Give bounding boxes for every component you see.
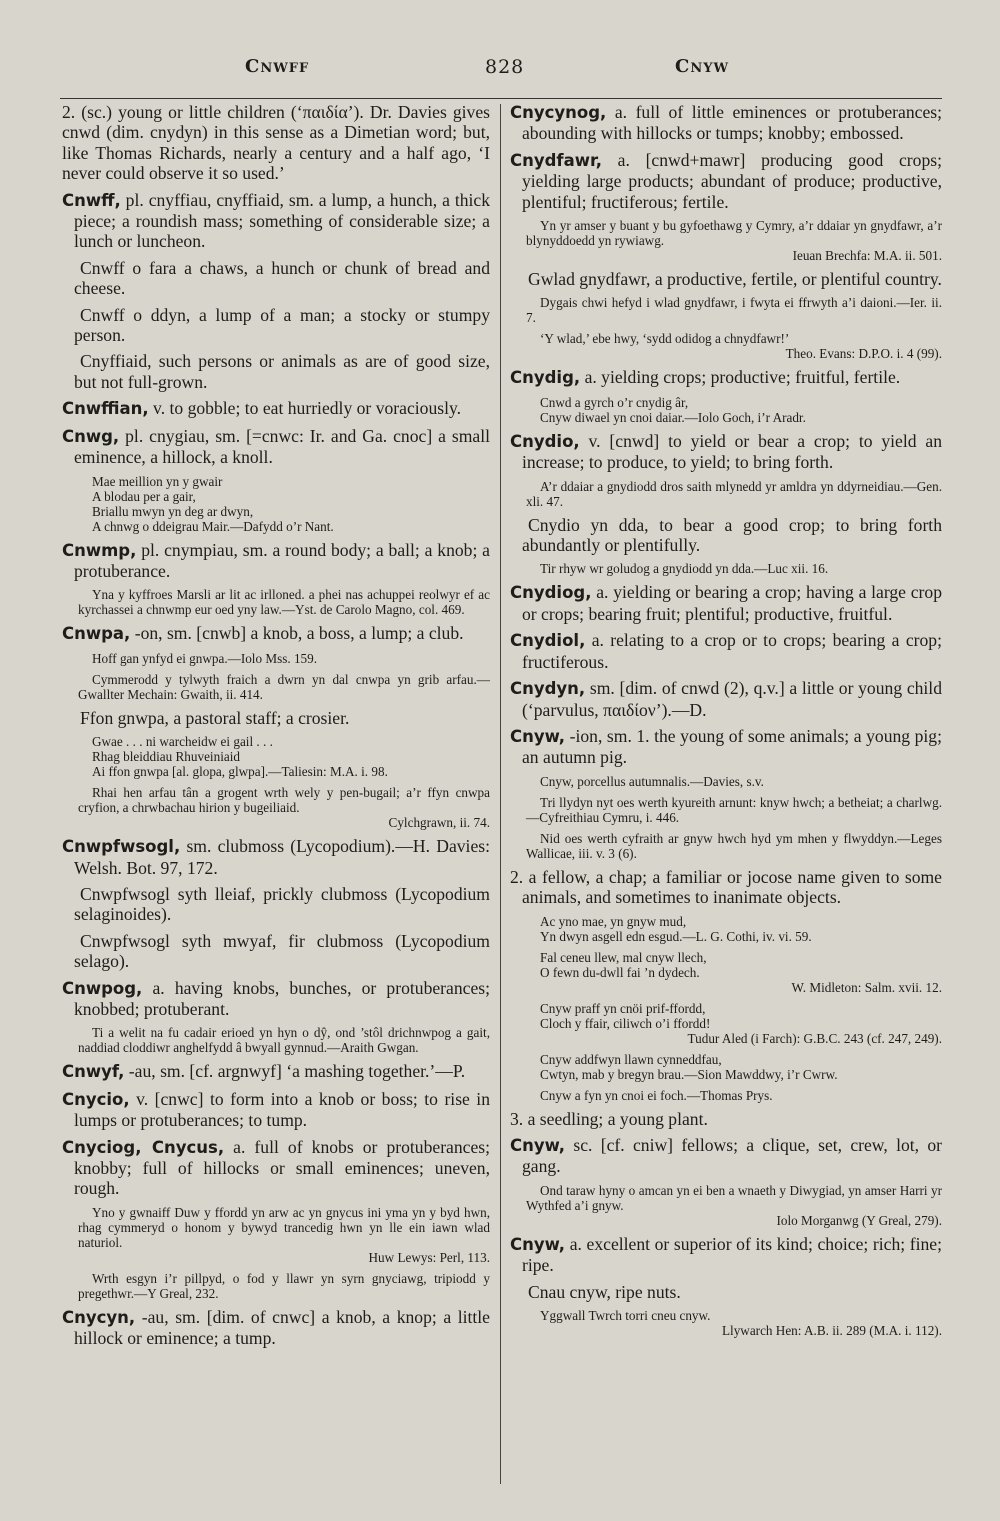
quote-line: Cwtyn, mab y bregyn brau.—Sion Mawddwy, i’r Cwrw. bbox=[540, 1066, 838, 1082]
quote-text: A’r ddaiar a gnydiodd dros saith mlynedd yr amldra yn ddyrneidiau.—Gen. xli. 47. bbox=[526, 478, 942, 509]
dictionary-entry bbox=[62, 836, 490, 878]
quote-text: Nid oes werth cyfraith ar gnyw hwch hyd ym mhen y flwyddyn.—Leges Wallicae, iii. v. 3 (6). bbox=[526, 830, 942, 861]
citation-quote bbox=[62, 1025, 490, 1055]
headword: Cnwg, bbox=[62, 426, 120, 446]
sub-entry: Cnwff o ddyn, a lump of a man; a stocky or stumpy person. bbox=[74, 304, 490, 346]
headword: Cnwff, bbox=[62, 190, 121, 210]
dictionary-entry bbox=[62, 1137, 490, 1199]
entry-definition: v. [cnwc] to form into a knob or boss; to rise in lumps or protuberances; to tump. bbox=[74, 1088, 490, 1131]
dictionary-entry bbox=[510, 431, 942, 473]
quote-source: Iolo Morganwg (Y Greal, 279). bbox=[776, 1212, 942, 1228]
quote-text: Yna y kyffroes Marsli ar lit ac irlloned. a phei nas achuppei reolwyr ef ac kyrchassei a chnwmp eur oed yny law.—Yst. de Carolo Magno, col. 469. bbox=[78, 587, 490, 618]
headword: Cnwyf, bbox=[62, 1062, 125, 1082]
quote-text: Cymmerodd y tylwyth fraich a dwrn yn dal cnwpa yn grib arfau.—Gwallter Mechain: Gwaith, ii. 414. bbox=[78, 671, 490, 702]
sub-entry: Cnydio yn dda, to bear a good crop; to bring forth abundantly or plentifully. bbox=[522, 514, 942, 556]
quote-text: Tir rhyw wr goludog a gnydiodd yn dda.—Luc xii. 16. bbox=[540, 561, 829, 577]
headword: Cnyciog, Cnycus, bbox=[62, 1137, 225, 1157]
entry-definition: a. [cnwd+mawr] producing good crops; yielding large products; abundant of produce; productive, plentiful; fructiferous; fertile. bbox=[522, 149, 942, 212]
headword: Cnwpa, bbox=[62, 624, 131, 644]
citation-quote bbox=[510, 331, 942, 361]
dictionary-entry bbox=[510, 867, 942, 908]
dictionary-entry bbox=[510, 582, 942, 624]
quote-text: Rhai hen arfau tân a grogent wrth wely y pen-bugail; a’r ffyn cnwpa cryfion, a chrwbachau hirion y bugeiliaid. bbox=[78, 785, 490, 816]
dictionary-entry bbox=[510, 1234, 942, 1276]
citation-quote bbox=[510, 831, 942, 861]
quote-line: Ai ffon gnwpa [al. glopa, glwpa].—Taliesin: M.A. i. 98. bbox=[92, 764, 388, 780]
dictionary-entry bbox=[62, 190, 490, 252]
page-number: 828 bbox=[485, 56, 525, 78]
quote-line: Yggwall Twrch torri cneu cnyw. bbox=[540, 1307, 711, 1323]
dictionary-entry bbox=[62, 978, 490, 1020]
entry-definition: -ion, sm. 1. the young of some animals; a young pig; an autumn pig. bbox=[522, 725, 942, 768]
entry-definition: sc. [cf. cniw] fellows; a clique, set, crew, lot, or gang. bbox=[522, 1134, 942, 1177]
headword: Cnyw, bbox=[510, 726, 566, 746]
running-header bbox=[60, 56, 940, 86]
dictionary-entry bbox=[62, 1307, 490, 1349]
quote-text: Yno y gwnaiff Duw y ffordd yn arw ac yn gnycus ini yma yn y byd hwn, rhag cymmeryd o honom y bywyd trancedig hwn yn lle ein iawn wlad naturiol. bbox=[78, 1204, 490, 1250]
quote-line: Yn dwyn asgell edn esgud.—L. G. Cothi, iv. vi. 59. bbox=[540, 928, 812, 944]
citation-quote bbox=[62, 474, 490, 534]
quote-source: Theo. Evans: D.P.O. i. 4 (99). bbox=[785, 346, 942, 362]
citation-quote bbox=[510, 914, 942, 944]
entry-definition: v. [cnwd] to yield or bear a crop; to yield an increase; to produce, to yield; to bring forth. bbox=[522, 430, 942, 473]
headword: Cnydiog, bbox=[510, 583, 592, 603]
quote-source: Llywarch Hen: A.B. ii. 289 (M.A. i. 112). bbox=[721, 1322, 942, 1338]
headword: Cnwpfwsogl, bbox=[62, 837, 181, 857]
entry-definition: pl. cnygiau, sm. [=cnwc: Ir. and Ga. cnoc] a small eminence, a hillock, a knoll. bbox=[74, 425, 490, 468]
citation-quote bbox=[510, 1183, 942, 1228]
quote-text: Tri llydyn nyt oes werth kyureith arnunt: knyw hwch; a betheiat; a charlwg.—Cyfreithiau Cymru, i. 446. bbox=[526, 794, 942, 825]
quote-text: ‘Y wlad,’ ebe hwy, ‘sydd odidog a chnydfawr!’ bbox=[540, 331, 790, 347]
sub-entry: Ffon gnwpa, a pastoral staff; a crosier. bbox=[80, 707, 350, 728]
header-rule bbox=[60, 98, 942, 99]
quote-text: Dygais chwi hefyd i wlad gnydfawr, i fwyta ei ffrwyth a’i daioni.—Ier. ii. 7. bbox=[526, 295, 942, 326]
quote-line: Fal ceneu llew, mal cnyw llech, bbox=[540, 949, 707, 965]
quote-line: Rhag bleiddiau Rhuveiniaid bbox=[92, 749, 240, 765]
entry-definition: -au, sm. [cf. argnwyf] ‘a mashing together.’—P. bbox=[124, 1061, 466, 1082]
citation-quote bbox=[510, 795, 942, 825]
headword: Cnyw, bbox=[510, 1234, 566, 1254]
quote-line: Cnwd a gyrch o’r cnydig âr, bbox=[540, 394, 689, 410]
sub-entry: Cnwpfwsogl syth lleiaf, prickly clubmoss (Lycopodium selaginoides). bbox=[74, 883, 490, 925]
headword: Cnydig, bbox=[510, 368, 581, 388]
sub-entry: Cnyffiaid, such persons or animals as are of good size, but not full-grown. bbox=[74, 351, 490, 392]
citation-quote bbox=[510, 218, 942, 263]
entry-definition: 3. a seedling; a young plant. bbox=[510, 1108, 708, 1129]
header-left-guideword: Cnwff bbox=[245, 56, 310, 77]
quote-text: Wrth esgyn i’r pillpyd, o fod y llawr yn syrn gnyciawg, tripiodd y pregethwr.—Y Greal, 232. bbox=[78, 1270, 490, 1301]
citation-quote bbox=[510, 774, 942, 789]
sub-entry: Cnwff o fara a chaws, a hunch or chunk of bread and cheese. bbox=[74, 257, 490, 299]
dictionary-entry bbox=[510, 1135, 942, 1177]
headword: Cnycynog, bbox=[510, 103, 607, 122]
quote-source: Tudur Aled (i Farch): G.B.C. 243 (cf. 247, 249). bbox=[687, 1030, 942, 1046]
headword: Cnwmp, bbox=[62, 540, 137, 560]
quote-source: Ieuan Brechfa: M.A. ii. 501. bbox=[792, 248, 942, 264]
dictionary-entry bbox=[510, 1109, 942, 1129]
dictionary-entry bbox=[62, 102, 490, 184]
citation-quote bbox=[510, 1308, 942, 1338]
entry-definition: a. full of little eminences or protuberances; abounding with hillocks or tumps; knobby; embossed. bbox=[522, 102, 942, 144]
dictionary-entry bbox=[510, 102, 942, 144]
entry-definition: sm. clubmoss (Lycopodium).—H. Davies: Welsh. Bot. 97, 172. bbox=[74, 836, 490, 878]
headword: Cnycyn, bbox=[62, 1307, 136, 1327]
quote-text: Ti a welit na fu cadair erioed yn hyn o dŷ, ond ’stôl drichnwpog a gait, naddiad cloddiwr anghelfydd â bwyall gynnud.—Araith Gwgan. bbox=[78, 1025, 490, 1056]
citation-quote bbox=[510, 1088, 942, 1103]
quote-source: Cylchgrawn, ii. 74. bbox=[388, 815, 490, 831]
quote-text: Cnyw a fyn yn cnoi ei foch.—Thomas Prys. bbox=[540, 1087, 773, 1103]
headword: Cnydyn, bbox=[510, 679, 586, 699]
header-right-guideword: Cnyw bbox=[675, 56, 730, 77]
entry-definition: 2. (sc.) young or little children (‘παιδία’). Dr. Davies gives cnwd (dim. cnydyn) in this sense as a Dimetian word; but, like Thomas Richards, nearly a century and a half ago, ‘I never could observe it so used.’ bbox=[62, 102, 490, 184]
quote-line: Cnyw addfwyn llawn cynneddfau, bbox=[540, 1051, 722, 1067]
headword: Cnyw, bbox=[510, 1135, 566, 1155]
citation-quote bbox=[510, 1052, 942, 1082]
dictionary-entry bbox=[510, 678, 942, 720]
headword: Cnydiol, bbox=[510, 631, 586, 651]
entry-definition: v. to gobble; to eat hurriedly or voraciously. bbox=[148, 398, 462, 419]
headword: Cnydfawr, bbox=[510, 150, 602, 170]
entry-definition: 2. a fellow, a chap; a familiar or jocose name given to some animals, and sometimes to inanimate objects. bbox=[510, 866, 942, 908]
entry-definition: -on, sm. [cnwb] a knob, a boss, a lump; a club. bbox=[130, 623, 464, 644]
quote-line: Cloch y ffair, ciliwch o’i ffordd! bbox=[540, 1015, 711, 1031]
headword: Cnycio, bbox=[62, 1089, 130, 1109]
quote-line: A blodau per a gair, bbox=[92, 488, 196, 504]
citation-quote bbox=[510, 1001, 942, 1046]
dictionary-entry bbox=[62, 1061, 490, 1082]
quote-line: Mae meillion yn y gwair bbox=[92, 473, 223, 489]
dictionary-entry bbox=[62, 398, 490, 419]
entry-definition: -au, sm. [dim. of cnwc] a knob, a knop; a little hillock or eminence; a tump. bbox=[74, 1306, 490, 1349]
entry-definition: a. yielding or bearing a crop; having a large crop or crops; bearing fruit; plentiful; productive, fruitful. bbox=[522, 582, 942, 624]
quote-line: A chnwg o ddeigrau Mair.—Dafydd o’r Nant. bbox=[92, 518, 334, 534]
citation-quote bbox=[510, 561, 942, 576]
entry-definition: a. relating to a crop or to crops; bearing a crop; fructiferous. bbox=[522, 630, 942, 672]
citation-quote bbox=[62, 1205, 490, 1265]
entry-definition: a. having knobs, bunches, or protuberances; knobbed; protuberant. bbox=[74, 977, 490, 1019]
headword: Cnwffian, bbox=[62, 399, 149, 419]
sub-entry: Gwlad gnydfawr, a productive, fertile, or plentiful country. bbox=[528, 269, 942, 290]
dictionary-entry bbox=[510, 367, 942, 388]
quote-line: Cnyw diwael yn cnoi daiar.—Iolo Goch, i’r Aradr. bbox=[540, 409, 806, 425]
entry-definition: sm. [dim. of cnwd (2), q.v.] a little or young child (‘parvulus, παιδίον’).—D. bbox=[522, 678, 942, 720]
sub-entry: Cnwpfwsogl syth mwyaf, fir clubmoss (Lycopodium selago). bbox=[74, 930, 490, 972]
quote-line: Cnyw praff yn cnöi prif-ffordd, bbox=[540, 1000, 706, 1016]
entry-definition: a. full of knobs or protuberances; knobby; full of hillocks or small eminences; uneven, rough. bbox=[74, 1136, 491, 1199]
dictionary-entry bbox=[62, 540, 490, 582]
citation-quote bbox=[62, 587, 490, 617]
citation-quote bbox=[510, 395, 942, 425]
citation-quote bbox=[62, 734, 490, 779]
entry-definition: pl. cnympiau, sm. a round body; a ball; a knob; a protuberance. bbox=[74, 539, 490, 581]
sub-entry: Cnau cnyw, ripe nuts. bbox=[528, 1281, 681, 1302]
dictionary-entry bbox=[510, 150, 942, 212]
headword: Cnwpog, bbox=[62, 978, 143, 998]
entry-definition: pl. cnyffiau, cnyffiaid, sm. a lump, a hunch, a thick piece; a roundish mass; something of considerable size; a lunch or luncheon. bbox=[74, 189, 490, 252]
citation-quote bbox=[62, 1271, 490, 1301]
dictionary-entry bbox=[510, 630, 942, 672]
quote-text: Yn yr amser y buant y bu gyfoethawg y Cymry, a’r ddaiar yn gnydfawr, a’r blynyddoedd yn rywiawg. bbox=[526, 218, 942, 249]
quote-text: Hoff gan ynfyd ei gnwpa.—Iolo Mss. 159. bbox=[92, 650, 318, 666]
citation-quote bbox=[510, 295, 942, 325]
dictionary-entry bbox=[510, 726, 942, 768]
citation-quote bbox=[510, 950, 942, 995]
quote-source: W. Midleton: Salm. xvii. 12. bbox=[791, 979, 942, 995]
quote-source: Huw Lewys: Perl, 113. bbox=[368, 1249, 490, 1265]
quote-line: Gwae . . . ni warcheidw ei gail . . . bbox=[92, 734, 273, 750]
column-divider bbox=[500, 104, 501, 1484]
quote-text: Ond taraw hyny o amcan yn ei ben a wnaeth y Diwygiad, yn amser Harri yr Wythfed a’i gnyw. bbox=[526, 1182, 942, 1213]
quote-line: O fewn du-dwll fai ’n dydech. bbox=[540, 964, 700, 980]
citation-quote bbox=[62, 651, 490, 666]
quote-text: Cnyw, porcellus autumnalis.—Davies, s.v. bbox=[540, 773, 764, 789]
dictionary-entry bbox=[62, 623, 490, 644]
entry-definition: a. yielding crops; productive; fruitful, fertile. bbox=[580, 367, 901, 388]
citation-quote bbox=[62, 785, 490, 830]
citation-quote bbox=[62, 672, 490, 702]
dictionary-entry bbox=[62, 1089, 490, 1131]
quote-line: Briallu mwyn yn deg ar dwyn, bbox=[92, 503, 254, 519]
left-column bbox=[62, 102, 490, 1355]
right-column bbox=[510, 102, 942, 1344]
citation-quote bbox=[510, 479, 942, 509]
headword: Cnydio, bbox=[510, 431, 580, 451]
entry-definition: a. excellent or superior of its kind; choice; rich; fine; ripe. bbox=[522, 1233, 942, 1276]
quote-line: Ac yno mae, yn gnyw mud, bbox=[540, 913, 687, 929]
dictionary-entry bbox=[62, 426, 490, 468]
